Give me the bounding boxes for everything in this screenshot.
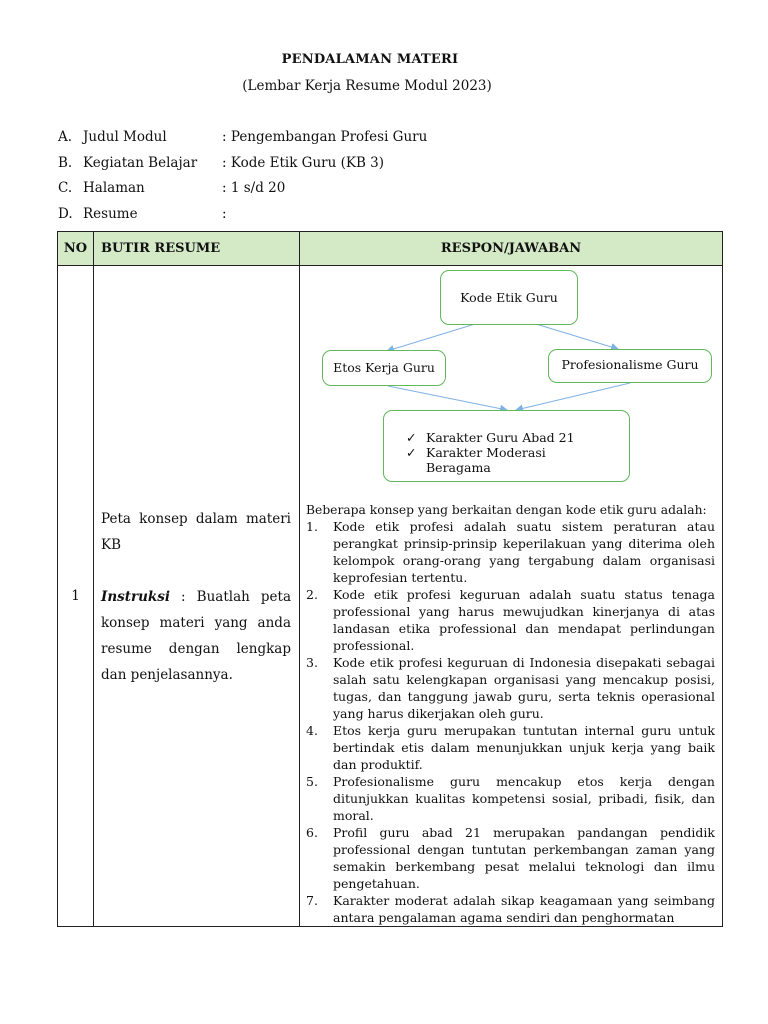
list-number: 3. [306, 655, 318, 670]
list-item [402, 445, 589, 475]
concept-node-right [548, 349, 712, 383]
list-number: 4. [306, 723, 318, 738]
meta-label: D. [58, 206, 73, 222]
list-item-text: Karakter Moderasi Beragama [426, 445, 546, 475]
page-subtitle: (Lembar Kerja Resume Modul 2023) [242, 78, 492, 94]
resume-table [57, 231, 723, 927]
concept-node-label: Etos Kerja Guru [333, 360, 435, 375]
list-text: Profesionalisme guru mencakup etos kerja dengan ditunjukkan kualitas kompetensi sosial, pribadi, fisik, dan moral. [333, 774, 715, 823]
meta-label: B. [58, 155, 73, 171]
list-item [306, 773, 715, 824]
instruksi-label: Instruksi [101, 589, 170, 605]
spacer [101, 558, 291, 584]
list-text: Etos kerja guru merupakan tuntutan internal guru untuk bertindak etis dalam menunjukkan unjuk kerja yang baik dan produktif. [333, 723, 715, 772]
list-item [306, 654, 715, 722]
header-butir-resume: BUTIR RESUME [94, 232, 300, 266]
concept-node-label: Profesionalisme Guru [561, 357, 699, 372]
instruksi-text: : Buatlah peta konsep materi yang anda resume dengan lengkap dan penjelasannya. [101, 589, 291, 683]
concept-node-label: Kode Etik Guru [460, 290, 558, 305]
meta-name: Kegiatan Belajar [83, 155, 198, 171]
list-text: Kode etik profesi keguruan di Indonesia disepakati sebagai salah satu kelengkapan organisasi yang mencakup posisi, tugas, dan tanggung jawab guru, serta teknis operasional yang harus dikerjakan oleh guru. [333, 655, 715, 721]
header-no: NO [58, 232, 94, 266]
list-text: Kode etik profesi adalah suatu sistem peraturan atau perangkat prinsip-prinsip keperilakuan yang diterima oleh kelompok orang-orang yang tergabung dalam organisasi keprofesian tertentu. [333, 519, 715, 585]
list-number: 5. [306, 774, 318, 789]
meta-label: A. [58, 129, 73, 145]
meta-value: : Kode Etik Guru (KB 3) [222, 155, 385, 171]
meta-value: : 1 s/d 20 [222, 180, 286, 196]
arrow-right-to-bottom [516, 383, 630, 410]
meta-label: C. [58, 180, 73, 196]
list-item [402, 430, 589, 445]
instruksi-paragraph [101, 584, 291, 688]
list-item [306, 892, 715, 926]
check-icon: ✓ [406, 445, 417, 460]
concept-node-bottom [383, 410, 630, 482]
table-row [58, 266, 723, 927]
butir-text: Peta konsep dalam materi KB [101, 511, 291, 553]
butir-cell [94, 266, 300, 927]
list-text: Karakter moderat adalah sikap keagamaan yang seimbang antara pengalaman agama sendiri dan penghormatan [333, 893, 715, 925]
list-text: Kode etik profesi keguruan adalah suatu status tenaga professional yang harus mewujudkan kinerjanya di atas landasan etika professional dan mendapat perlindungan professional. [333, 587, 715, 653]
meta-value: : Pengembangan Profesi Guru [222, 129, 428, 145]
list-number: 1. [306, 519, 318, 534]
meta-name: Halaman [83, 180, 145, 196]
list-item [306, 722, 715, 773]
concept-node-root [440, 270, 578, 325]
response-intro: Beberapa konsep yang berkaitan dengan kode etik guru adalah: [306, 503, 707, 517]
list-text: Profil guru abad 21 merupakan pandangan pendidik professional dengan tuntutan perkembangan zaman yang semakin berkembang pesat melalui teknologi dan ilmu pengetahuan. [333, 825, 715, 891]
list-number: 6. [306, 825, 318, 840]
concept-node-left [322, 350, 446, 386]
respon-cell [300, 266, 723, 927]
list-item [306, 518, 715, 586]
row-number: 1 [58, 266, 94, 927]
table-header-row [58, 232, 723, 266]
concept-node-bottom-list [402, 430, 589, 475]
arrow-root-to-right [536, 324, 618, 349]
check-icon: ✓ [406, 430, 417, 445]
header-respon-jawaban: RESPON/JAWABAN [300, 232, 723, 266]
list-number: 7. [306, 893, 318, 908]
arrow-root-to-left [387, 324, 475, 351]
list-item-text: Karakter Guru Abad 21 [426, 430, 575, 445]
response-points [306, 518, 715, 926]
list-item [306, 824, 715, 892]
meta-name: Judul Modul [83, 129, 167, 145]
arrow-left-to-bottom [388, 386, 507, 410]
list-number: 2. [306, 587, 318, 602]
meta-value: : [222, 206, 227, 222]
list-item [306, 586, 715, 654]
page-title: PENDALAMAN MATERI [281, 52, 459, 67]
butir-content [101, 506, 291, 688]
meta-name: Resume [83, 206, 138, 222]
